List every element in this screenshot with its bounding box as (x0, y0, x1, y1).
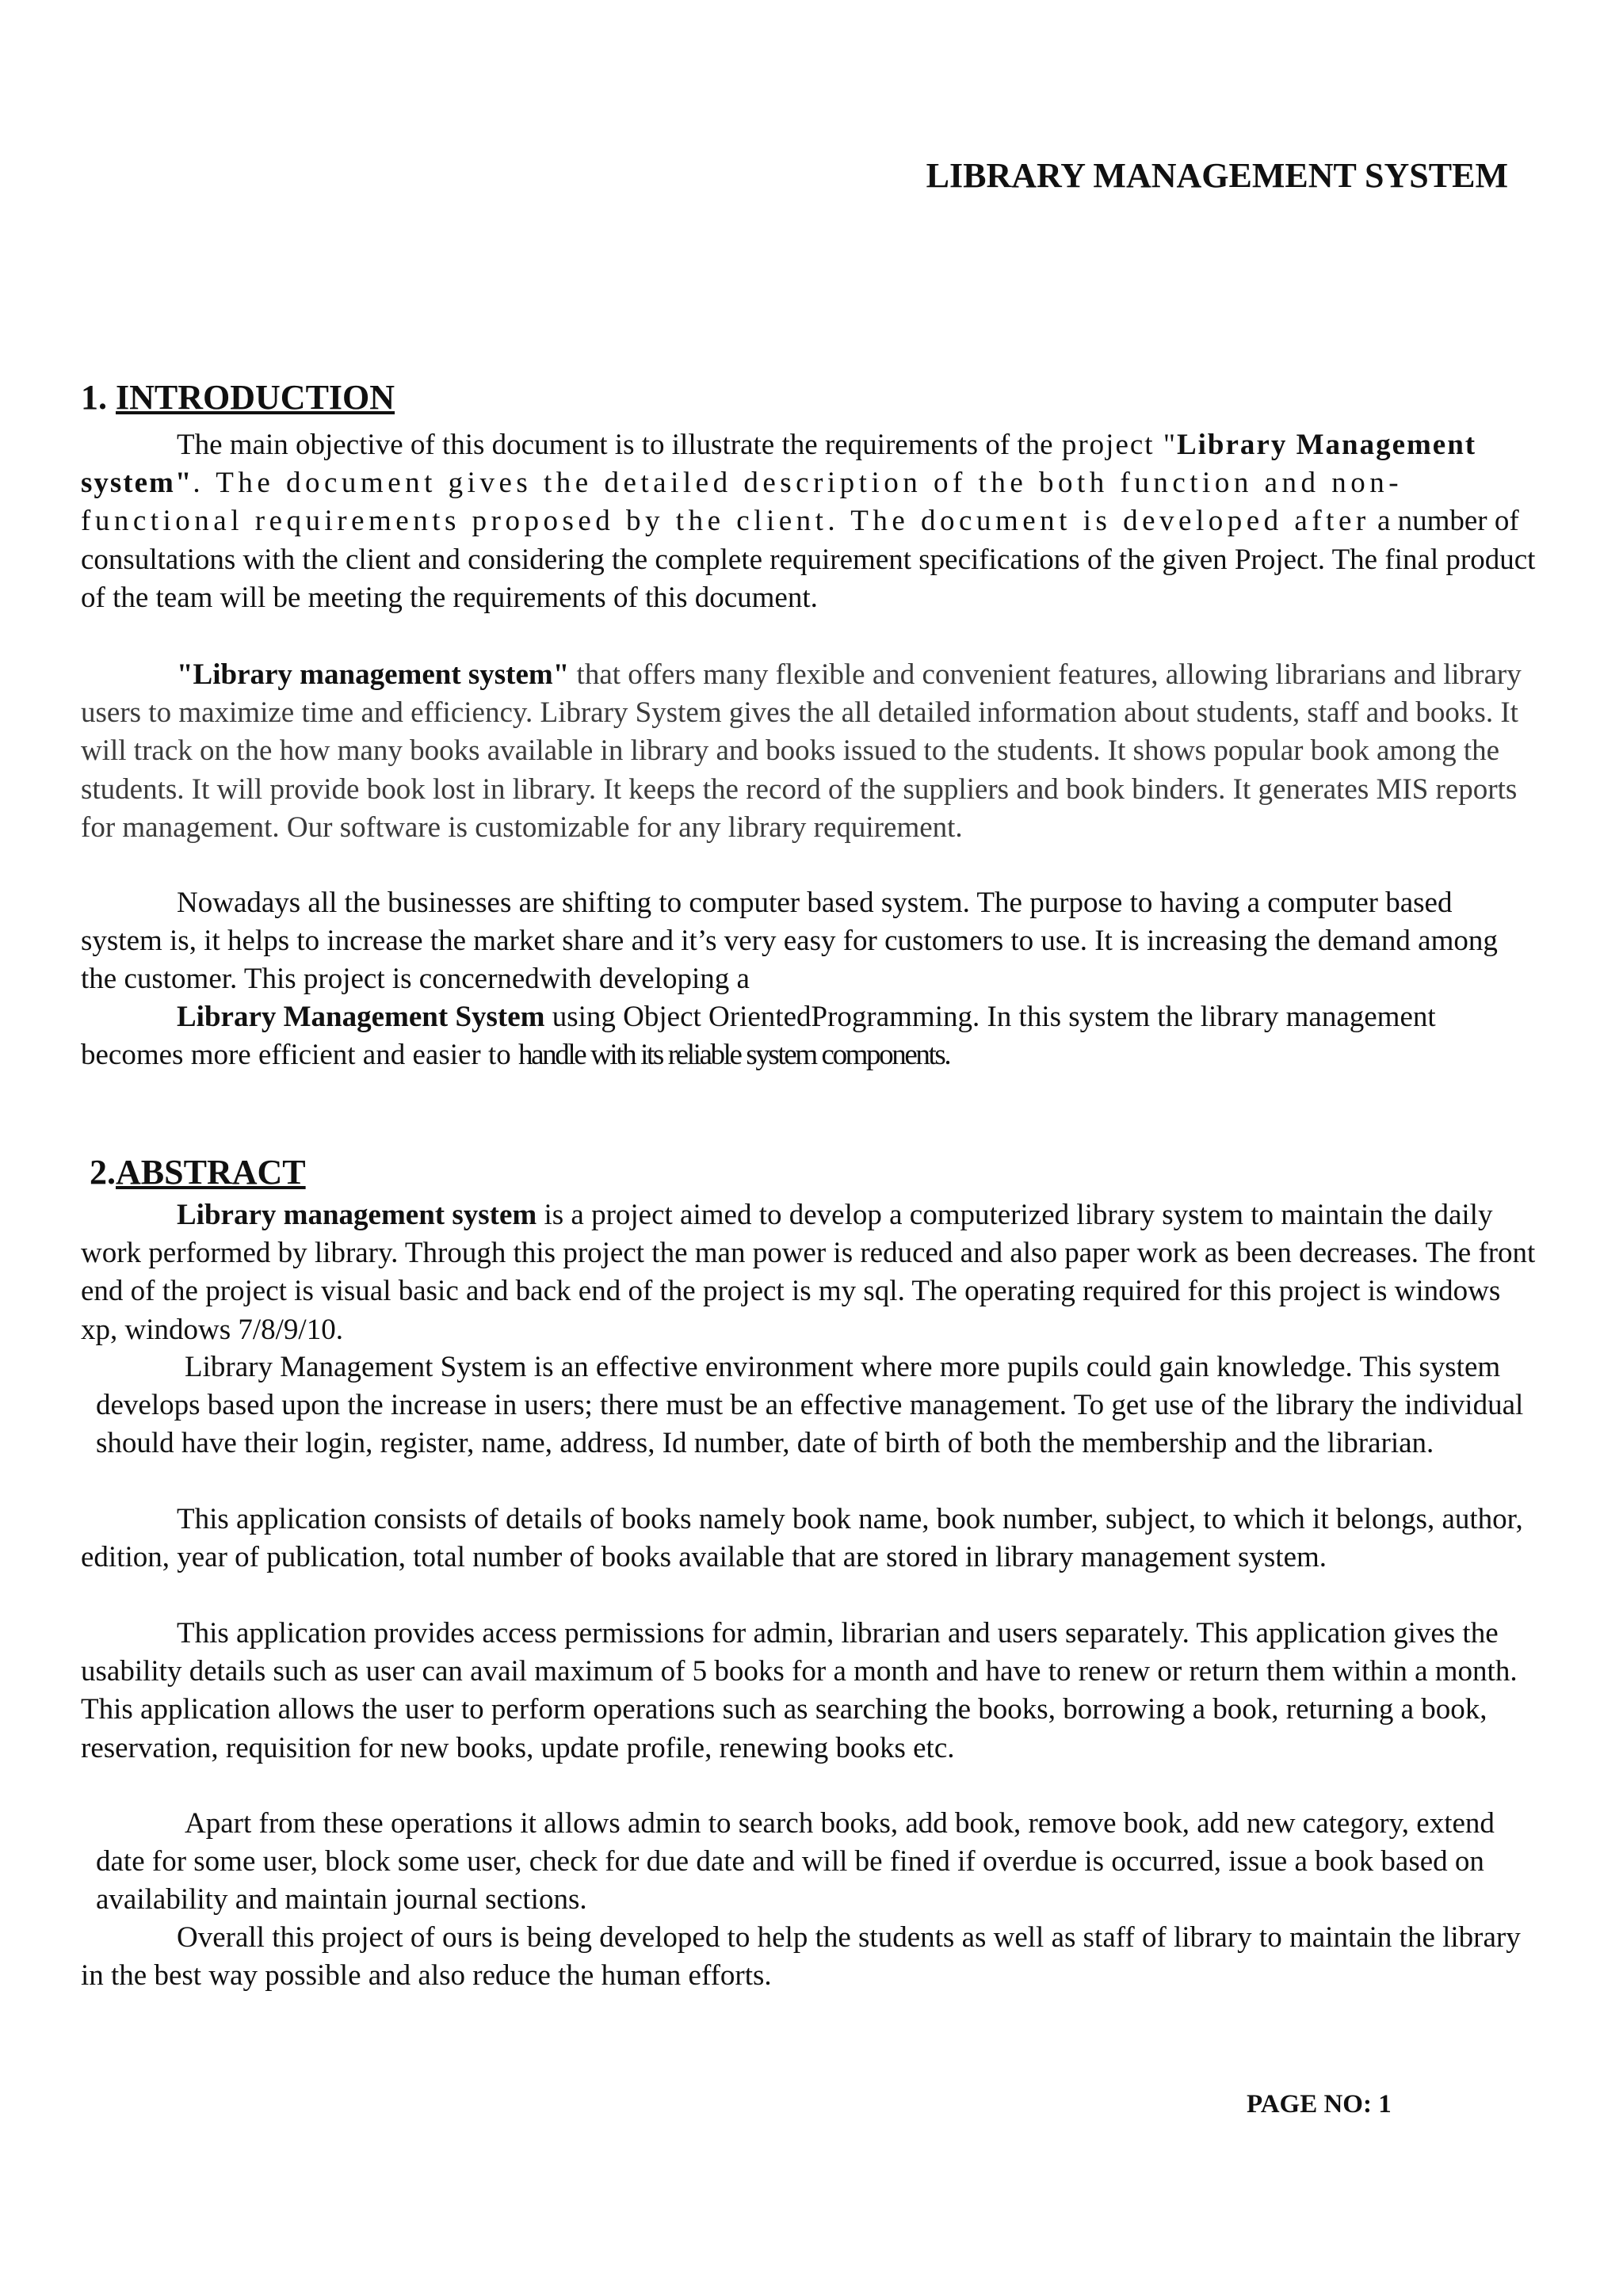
abstract-heading (90, 1152, 306, 1192)
abstract-paragraph-3: This application consists of details of books namely book name, book number, subject, to which it belongs, author, edition, year of publication, total number of books available that are stored in library management system. (81, 1503, 1523, 1574)
abstract-paragraph-2: Library Management System is an effective environment where more pupils could gain knowledge. This system develops based upon the increase in users; there must be an effective management. To get use of the library the individual should have their login, register, name, address, Id number, date of birth of both the membership and the librarian. (96, 1351, 1524, 1460)
abstract-paragraph-6: Overall this project of ours is being developed to help the students as well as staff of library to maintain the library in the best way possible and also reduce the human efforts. (81, 1921, 1521, 1993)
introduction-title: INTRODUCTION (116, 378, 395, 417)
abstract-paragraph-1: Library management system is a project aimed to develop a computerized library system to maintain the daily work performed by library. Through this project the man power is reduced and also paper work as been decreases. The front end of the project is visual basic and back end of the project is my sql. The operating required for this project is windows xp, windows 7/8/9/10. (81, 1199, 1536, 1346)
introduction-paragraph-1: The main objective of this document is to illustrate the requirements of the project "Library Management system". The document gives the detailed description of the both function and non-functional requirements proposed by the client. The document is developed after a number of consultations with the client and considering the complete requirement specifications of the given Project. The final product of the team will be meeting the requirements of this document. (81, 429, 1536, 614)
document-title: LIBRARY MANAGEMENT SYSTEM (926, 156, 1508, 195)
introduction-paragraph-2: "Library management system" that offers many flexible and convenient features, allowing librarians and library users to maximize time and efficiency. Library System gives the all detailed information about students, staff and books. It will track on the how many books available in library and books issued to the students. It shows popular book among the students. It will provide book lost in library. It keeps the record of the suppliers and book binders. It generates MIS reports for management. Our software is customizable for any library requirement. (81, 658, 1522, 844)
page-number: PAGE NO: 1 (1247, 2090, 1392, 2119)
introduction-paragraph-4: Library Management System using Object OrientedProgramming. In this system the library management becomes more efficient and easier to handle with its reliable system components. (81, 1001, 1436, 1072)
abstract-title: ABSTRACT (116, 1153, 306, 1192)
introduction-number: 1. (81, 378, 116, 417)
introduction-paragraph-3: Nowadays all the businesses are shifting to computer based system. The purpose to having a computer based system is, it helps to increase the market share and it’s very easy for customers to use. It is increasing the demand among the customer. This project is concernedwith developing a (81, 887, 1498, 996)
introduction-heading (81, 377, 395, 418)
abstract-paragraph-5: Apart from these operations it allows admin to search books, add book, remove book, add new category, extend date for some user, block some user, check for due date and will be fined if overdue is occurred, issue a book based on availability and maintain journal sections. (96, 1807, 1495, 1917)
abstract-paragraph-4: This application provides access permissions for admin, librarian and users separately. This application gives the usability details such as user can avail maximum of 5 books for a month and have to renew or return them within a month. This application allows the user to perform operations such as searching the books, borrowing a book, returning a book, reservation, requisition for new books, update profile, renewing books etc. (81, 1617, 1518, 1764)
abstract-number: 2. (90, 1153, 116, 1192)
